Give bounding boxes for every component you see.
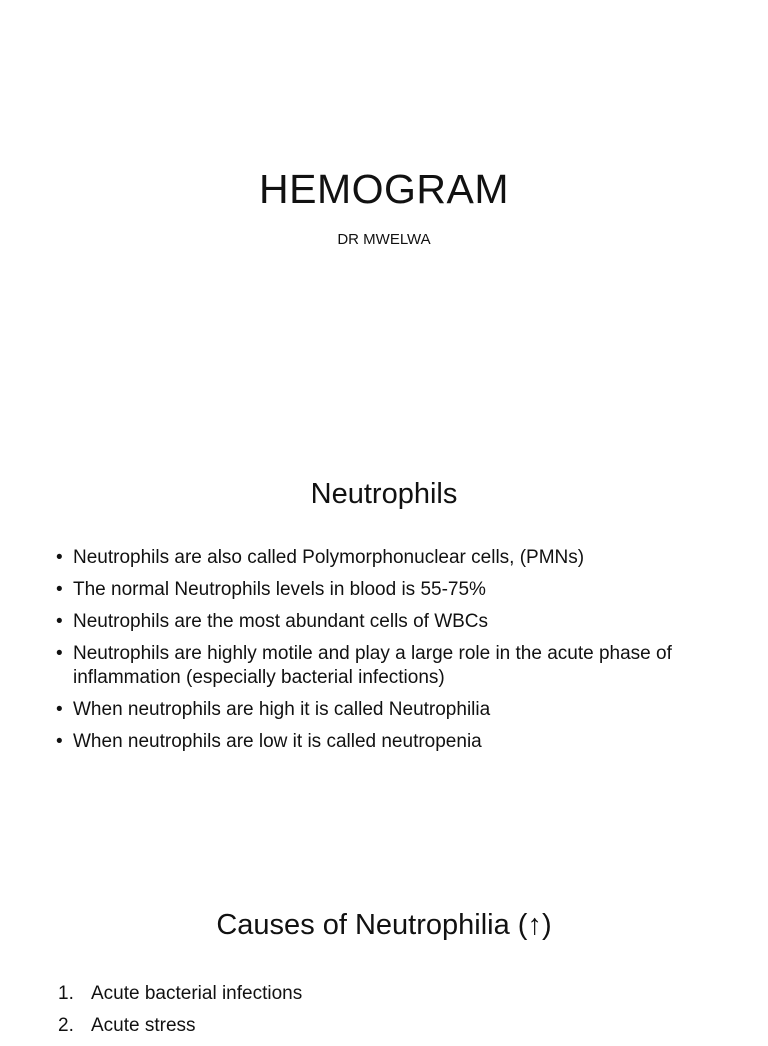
list-item-text: Neutrophils are highly motile and play a large role in the acute phase of inflammation (especially bacterial infections) xyxy=(73,643,672,688)
list-item xyxy=(56,1014,736,1038)
author-name: DR MWELWA xyxy=(337,231,431,248)
list-item-text: Neutrophils are the most abundant cells of WBCs xyxy=(73,611,489,632)
neutrophilia-causes-slide xyxy=(0,864,768,1036)
document-title: HEMOGRAM xyxy=(259,166,509,212)
bullet-list xyxy=(56,546,736,762)
bullet-icon: • xyxy=(56,699,63,720)
list-number: 1. xyxy=(58,983,74,1004)
bullet-icon: • xyxy=(56,731,63,752)
slide-heading: Causes of Neutrophilia (↑) xyxy=(216,909,552,941)
list-item xyxy=(56,698,736,722)
list-item-text: When neutrophils are low it is called neutropenia xyxy=(73,731,482,752)
list-item-text: The normal Neutrophils levels in blood is 55-75% xyxy=(73,579,486,600)
neutrophils-slide xyxy=(0,432,768,864)
title-slide xyxy=(0,0,768,432)
list-item xyxy=(56,982,736,1006)
list-item-text: When neutrophils are high it is called Neutrophilia xyxy=(73,699,491,720)
list-item xyxy=(56,642,736,690)
slide-heading: Neutrophils xyxy=(310,478,458,510)
numbered-list xyxy=(56,982,736,1046)
list-item xyxy=(56,578,736,602)
bullet-icon: • xyxy=(56,643,63,664)
list-item xyxy=(56,730,736,754)
bullet-icon: • xyxy=(56,579,63,600)
list-item-text: Acute bacterial infections xyxy=(91,983,303,1004)
list-number: 2. xyxy=(58,1015,74,1036)
list-item xyxy=(56,546,736,570)
list-item-text: Acute stress xyxy=(91,1015,196,1036)
bullet-icon: • xyxy=(56,611,63,632)
bullet-icon: • xyxy=(56,547,63,568)
list-item-text: Neutrophils are also called Polymorphonuclear cells, (PMNs) xyxy=(73,547,585,568)
list-item xyxy=(56,610,736,634)
